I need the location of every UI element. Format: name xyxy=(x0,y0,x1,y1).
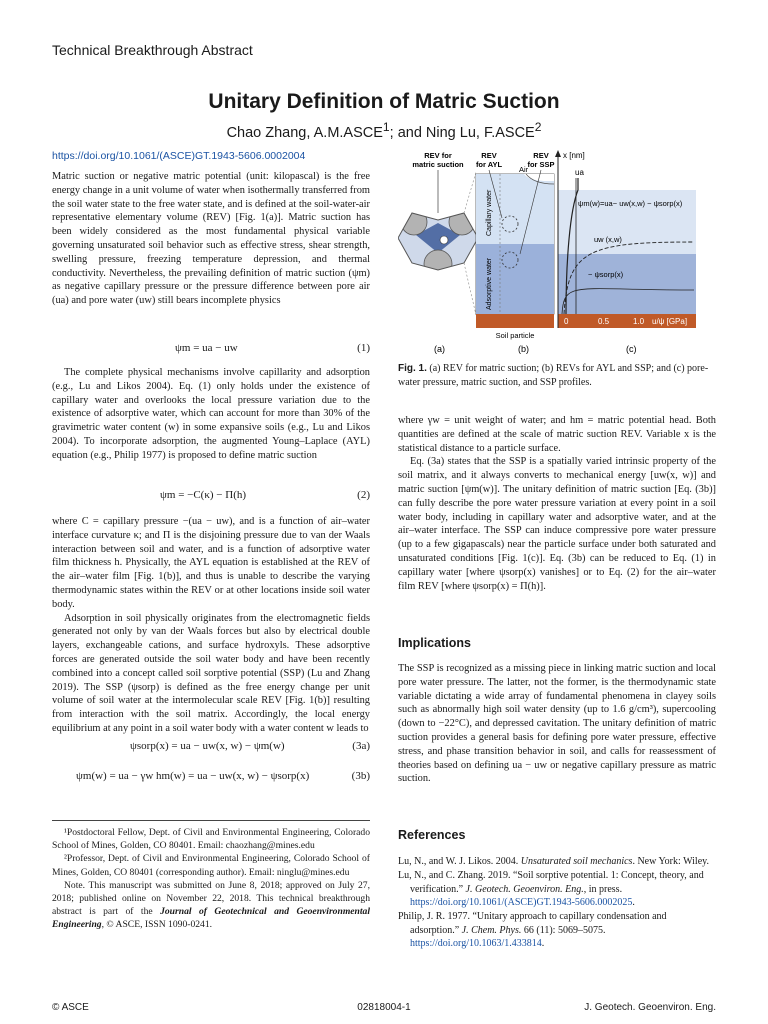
adsorptive-water-label: Adsorptive water xyxy=(486,257,493,310)
equation-1-number: (1) xyxy=(357,342,370,354)
figure-caption: Fig. 1. (a) REV for matric suction; (b) REVs for AYL and SSP; and (c) pore-water pressure, matric suction, and SSP profiles. xyxy=(398,363,709,388)
footnote-2: ²Professor, Dept. of Civil and Environmental Engineering, Colorado School of Mines, Golden, CO 80401 (corresponding author). Email: ninglu@mines.edu xyxy=(52,853,370,878)
panel-c-label: (c) xyxy=(626,344,637,354)
soil-particle xyxy=(476,314,554,328)
doi-link[interactable]: https://doi.org/10.1061/(ASCE)GT.1943-5606.0002004 xyxy=(52,150,306,162)
left-column-3 xyxy=(52,515,370,736)
paragraph: The SSP is recognized as a missing piece in linking matric suction and local pore water pressure. The latter, not the former, is the thermodynamic state variable dictating a wide array of fundamental phenomena in clayey soils such as abnormally high soil water density (up to 1.6 g/cm³), supercooling (down to −22°C), and depressed cavitation. The unitary definition of matric suction provides a general basis for defining pore water pressure, effective stress, and phase transition behavior in soil, and calls for reassessment of theories based on defining ua − uw or negative capillary pressure as matric suction. xyxy=(398,663,716,785)
footer-journal: J. Geotech. Geoenviron. Eng. xyxy=(584,1002,716,1013)
tick-0: 0 xyxy=(564,317,569,326)
matric-suction-eq-label: ψm(w)=ua− uw(x,w) − ψsorp(x) xyxy=(578,199,683,208)
left-column-2 xyxy=(52,366,370,463)
references-heading: References xyxy=(398,828,466,842)
rev-hexagon xyxy=(398,209,478,278)
footer-copyright: © ASCE xyxy=(52,1002,89,1013)
footnote-3: Note. This manuscript was submitted on June 8, 2018; approved on July 27, 2018; published online on November 22, 2018. This technical breakthrough abstract is part of the Journal of Geotechnical and Geoenvironmental Engineering, © ASCE, ISSN 1090-0241. xyxy=(52,879,371,931)
implications-heading: Implications xyxy=(398,636,471,650)
panel-b-label: (b) xyxy=(518,344,529,354)
figure-1 xyxy=(398,150,718,358)
equation-1: ψm = ua − uw xyxy=(175,342,238,354)
paragraph: The complete physical mechanisms involve capillarity and adsorption (e.g., Lu and Likos 2004). Eq. (1) only holds under the existence of capillary water and overlooks the local pressure variation due to the existence of adsorptive water, which can account for more than 30% of the gravimetric water content (w) in some expansive soils (e.g., Lu and Likos 2004). To incorporate adsorption, the augmented Young–Laplace (AYL) equation (e.g., Philip 1977) is proposed to define matric suction xyxy=(52,367,370,461)
label-rev-matric-2: matric suction xyxy=(412,160,464,169)
implications-body xyxy=(398,662,716,786)
label-rev-ssp-2: for SSP xyxy=(527,160,555,169)
ua-label: ua xyxy=(575,168,584,177)
equation-3a-number: (3a) xyxy=(352,740,370,752)
article-title: Unitary Definition of Matric Suction xyxy=(208,90,560,113)
tick-1-0: 1.0 xyxy=(633,317,645,326)
uw-label: uw (x,w) xyxy=(594,235,622,244)
paragraph: where C = capillary pressure −(ua − uw), and is a function of air–water interface curvature κ; and Π is the disjoining pressure due to van der Waals interaction between soil and water, and is a function of adsorptive water film thickness h. Physically, the AYL equation is established at the REV of the air–water film [Fig. 1(b)], and thus is unable to describe the varying thermodynamic states within the REV or at other locations inside soil water body. xyxy=(52,516,370,610)
tick-0-5: 0.5 xyxy=(598,317,610,326)
footer-page-number: 02818004-1 xyxy=(357,1002,411,1013)
label-rev-matric-1: REV for xyxy=(424,151,452,160)
footnotes xyxy=(52,826,370,932)
equation-3b-number: (3b) xyxy=(351,770,370,782)
label-rev-ssp-1: REV xyxy=(533,151,549,160)
figure-caption-lead: Fig. 1. xyxy=(398,363,427,374)
air-label: Air xyxy=(519,165,529,174)
reference-item: Lu, N., and C. Zhang. 2019. “Soil sorptive potential. 1: Concept, theory, and verification.” J. Geotech. Geoenviron. Eng., in press. https://doi.org/10.1061/(ASCE)GT.1943-5606.0002025. xyxy=(398,870,704,908)
axis-unit-label: u/ψ [GPa] xyxy=(652,317,688,326)
section-header: Technical Breakthrough Abstract xyxy=(52,42,253,58)
left-column xyxy=(52,170,370,308)
footnote-divider xyxy=(52,820,370,821)
paragraph: Eq. (3a) states that the SSP is a spatially varied intrinsic property of the soil matrix, and it always converts to mechanical energy [uw(x, w)] and matric suction [ψm(w)]. The unitary definition of matric suction [Eq. (3b)] can fully describe the pore water pressure variation at every point in a soil water body, including in capillary water and adsorptive water, and at the air–water interface. The SSP can induce compressive pore water pressure (up to a few gigapascals) near the particle surface under both saturated and unsaturated conditions [Fig. 1(c)]. Eq. (3b) can be reduced to Eq. (1) in capillary water [where ψsorp(x) vanishes] or to Eq. (2) for the air–water film REV [where ψsorp(x) = Π(h)]. xyxy=(398,456,716,592)
x-axis-label: x [nm] xyxy=(563,151,585,160)
reference-item: Philip, J. R. 1977. “Unitary approach to capillary condensation and adsorption.” J. Chem. Phys. 66 (11): 5069–5075. https://doi.org/10.1063/1.433814. xyxy=(398,911,667,949)
author-line: Chao Zhang, A.M.ASCE$^1$; and Ning Lu, F.ASCE$^2$ xyxy=(226,120,542,141)
paragraph: where γw = unit weight of water; and hm = matric potential head. Both quantities are defined at the scale of matric suction REV. Variable x is the statistical distance to a particle surface. xyxy=(398,415,716,454)
reference-doi-link[interactable]: https://doi.org/10.1061/(ASCE)GT.1943-5606.0002025 xyxy=(410,897,633,908)
footnote-1: ¹Postdoctoral Fellow, Dept. of Civil and Environmental Engineering, Colorado School of Mines, Golden, CO 80401. Email: chaozhang@mines.edu xyxy=(52,827,370,852)
equation-3a: ψsorp(x) = ua − uw(x, w) − ψm(w) xyxy=(130,740,285,752)
label-rev-ayl-2: for AYL xyxy=(475,160,503,169)
right-column xyxy=(398,414,716,593)
panel-a-label: (a) xyxy=(434,344,445,354)
paragraph: Adsorption in soil physically originates from the electromagnetic fields generated not only by van der Waals forces but also by electrical double layers, exchangeable cations, and surface hydroxyls. These adsorptive forces are generated outside the soil water body and have been recently combined into a concept called soil sorptive potential (SSP) (Lu and Zhang 2019). The SSP (ψsorp) is defined as the free energy change per unit volume of soil water at the intermolecular scale REV [Fig. 1(b)] resulting from interaction with the soil matrix. Accordingly, the local energy equilibrium at any point in a soil water body with a water content w leads to xyxy=(52,612,370,734)
sorp-label: − ψsorp(x) xyxy=(588,270,624,279)
capillary-water-label: Capillary water xyxy=(486,189,493,236)
equation-3b: ψm(w) = ua − γw hm(w) = ua − uw(x, w) − ψsorp(x) xyxy=(76,770,310,782)
equation-2-number: (2) xyxy=(357,489,370,501)
references-list xyxy=(398,855,716,951)
reference-item: Lu, N., and W. J. Likos. 2004. Unsaturated soil mechanics. New York: Wiley. xyxy=(398,856,709,867)
label-rev-ayl-1: REV xyxy=(481,151,497,160)
paragraph: Matric suction or negative matric potential (unit: kilopascal) is the free energy change in a unit volume of water when isothermally transferred from the soil water state to the free water state, and is defined at the soil-water-air representative elementary volume (REV) [Fig. 1(a)]. Matric suction has been widely considered as the most fundamental physical variable governing unsaturated soil behavior such as effective stress, shear strength, swelling pressure, freezing temperature depression, and thermal conductivity. Nevertheless, the prevailing definition of matric suction (ψm) as negative capillary pressure or the pressure difference between pore air (ua) and pore water (uw) still bears incomplete physics xyxy=(52,171,370,307)
equation-2: ψm = −C(κ) − Π(h) xyxy=(160,489,247,501)
reference-doi-link[interactable]: https://doi.org/10.1063/1.433814 xyxy=(410,938,542,949)
soil-particle-label: Soil particle xyxy=(495,331,535,340)
